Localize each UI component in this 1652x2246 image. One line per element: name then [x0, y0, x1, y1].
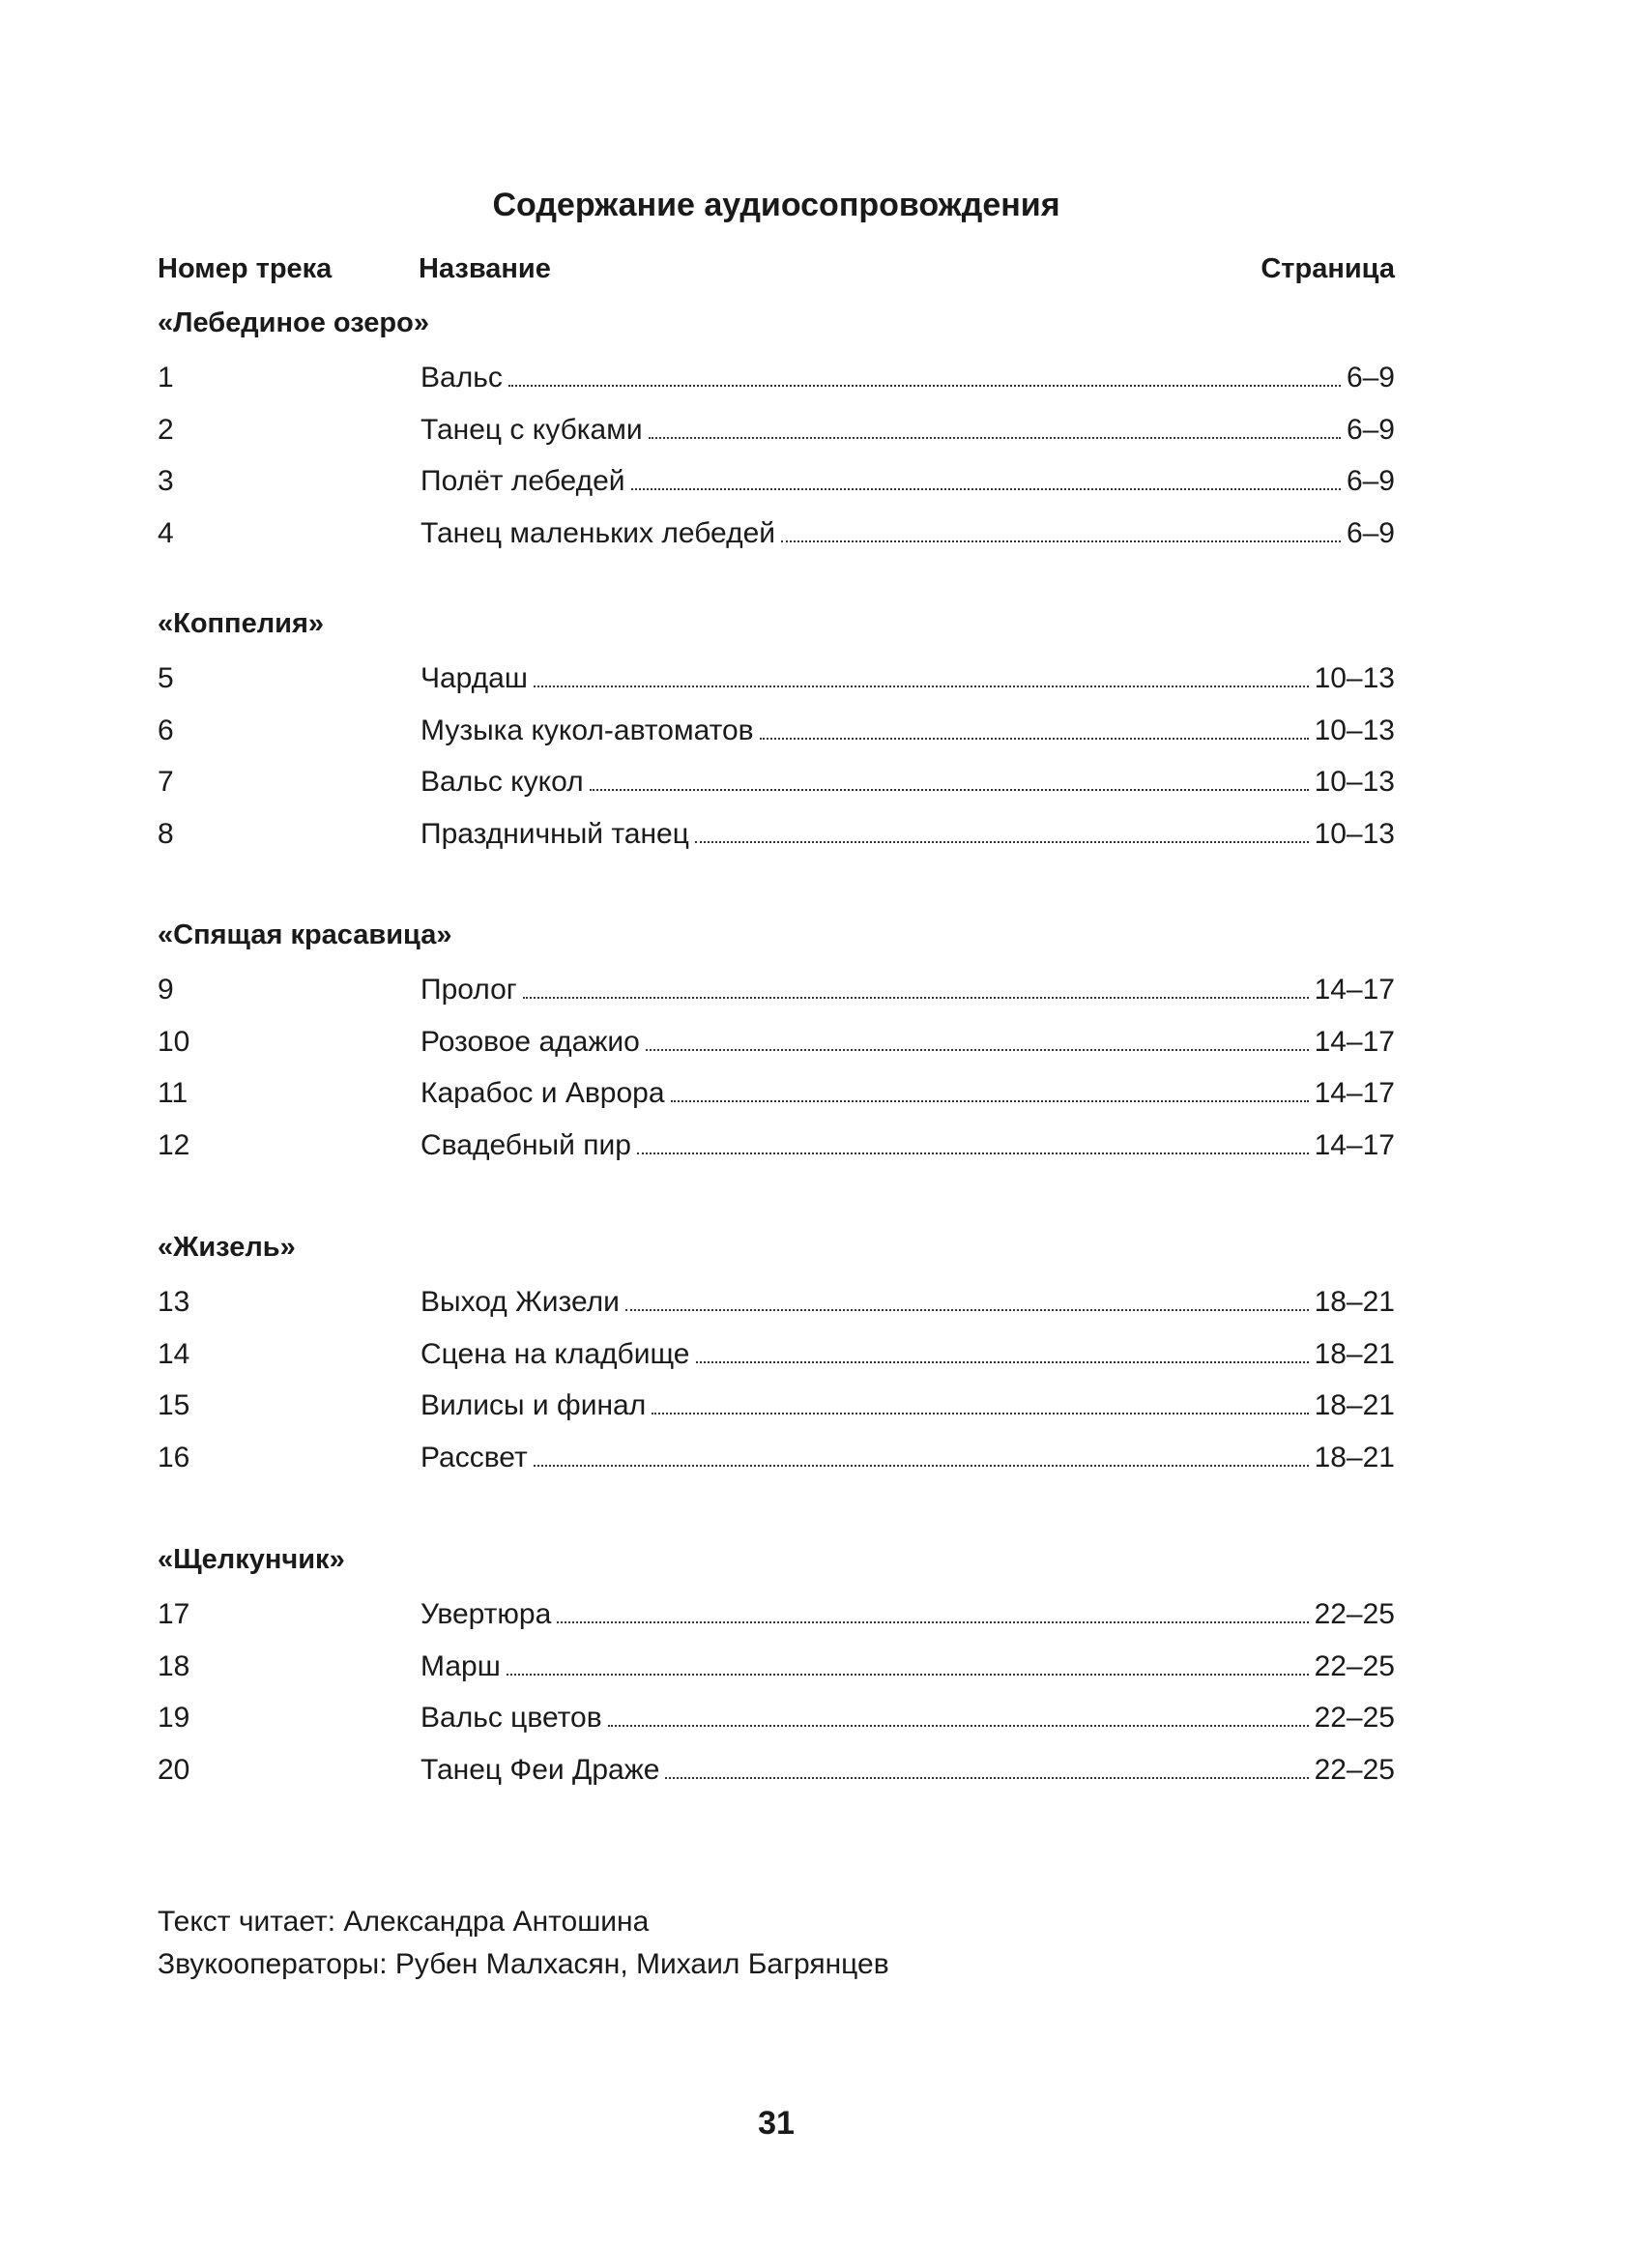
- dot-leader: [760, 738, 1309, 740]
- track-page-range: 10–13: [1314, 766, 1395, 798]
- dot-leader: [557, 1621, 1308, 1623]
- section-title: «Лебединое озеро»: [158, 307, 429, 338]
- track-leader: [420, 964, 1395, 1016]
- track-name: Пролог: [420, 974, 517, 1006]
- track-name: Выход Жизели: [420, 1286, 620, 1318]
- track-name: Рассвет: [420, 1441, 528, 1473]
- track-name: Вилисы и финал: [420, 1389, 647, 1421]
- track-number: 10: [158, 1025, 190, 1058]
- track-page-range: 14–17: [1314, 974, 1395, 1006]
- track-name: Танец маленьких лебедей: [420, 516, 776, 549]
- track-leader: [420, 1067, 1395, 1120]
- track-number: 17: [158, 1598, 190, 1630]
- track-name: Розовое адажио: [420, 1025, 640, 1058]
- track-number: 1: [158, 362, 174, 394]
- track-number: 4: [158, 516, 174, 549]
- track-page-range: 6–9: [1346, 465, 1395, 497]
- track-leader: [420, 808, 1395, 860]
- track-leader: [420, 1432, 1395, 1484]
- dot-leader: [671, 1100, 1309, 1102]
- track-number: 11: [158, 1077, 188, 1109]
- header-page: Страница: [1261, 253, 1395, 284]
- track-number: 20: [158, 1753, 190, 1786]
- dot-leader: [695, 841, 1309, 843]
- track-page-range: 14–17: [1314, 1077, 1395, 1109]
- track-row: [158, 756, 1395, 808]
- track-name: Сцена на кладбище: [420, 1337, 690, 1370]
- dot-leader: [523, 997, 1309, 999]
- track-name: Праздничный танец: [420, 817, 689, 850]
- track-row: [158, 964, 1395, 1016]
- track-row: [158, 404, 1395, 456]
- track-number: 19: [158, 1702, 190, 1734]
- track-number: 5: [158, 662, 174, 694]
- track-page-range: 22–25: [1314, 1598, 1395, 1630]
- track-row: [158, 705, 1395, 757]
- track-name: Вальс цветов: [420, 1702, 602, 1734]
- track-page-range: 10–13: [1314, 817, 1395, 850]
- page-number: 31: [758, 2105, 795, 2142]
- track-leader: [420, 352, 1395, 404]
- track-page-range: 10–13: [1314, 714, 1395, 746]
- track-page-range: 18–21: [1314, 1337, 1395, 1370]
- section-title: «Щелкунчик»: [158, 1544, 345, 1575]
- page-title: Содержание аудиосопровождения: [492, 187, 1060, 223]
- dot-leader: [781, 540, 1341, 542]
- track-number: 3: [158, 465, 174, 497]
- track-page-range: 18–21: [1314, 1441, 1395, 1473]
- track-name: Вальс: [420, 362, 503, 394]
- track-row: [158, 1067, 1395, 1120]
- dot-leader: [507, 1674, 1309, 1676]
- track-leader: [420, 1328, 1395, 1381]
- track-row: [158, 1328, 1395, 1381]
- track-name: Танец Феи Драже: [420, 1753, 660, 1786]
- track-row: [158, 1589, 1395, 1641]
- track-leader: [420, 1692, 1395, 1744]
- track-leader: [420, 1276, 1395, 1328]
- credits: [158, 1901, 889, 1986]
- track-page-range: 22–25: [1314, 1753, 1395, 1786]
- track-number: 12: [158, 1128, 190, 1161]
- track-row: [158, 1276, 1395, 1328]
- track-number: 2: [158, 413, 174, 446]
- credits-reader: Текст читает: Александра Антошина: [158, 1906, 650, 1938]
- dot-leader: [652, 1413, 1308, 1415]
- track-leader: [420, 705, 1395, 757]
- track-leader: [420, 1120, 1395, 1172]
- track-page-range: 6–9: [1346, 362, 1395, 394]
- track-number: 16: [158, 1441, 190, 1473]
- track-row: [158, 455, 1395, 508]
- dot-leader: [665, 1777, 1308, 1779]
- track-leader: [420, 1589, 1395, 1641]
- track-row: [158, 653, 1395, 705]
- dot-leader: [625, 1309, 1309, 1311]
- track-name: Карабос и Аврора: [420, 1077, 665, 1109]
- track-page-range: 10–13: [1314, 662, 1395, 694]
- dot-leader: [608, 1725, 1309, 1727]
- track-name: Чардаш: [420, 662, 528, 694]
- track-page-range: 22–25: [1314, 1649, 1395, 1682]
- credits-engineers: Звукооператоры: Рубен Малхасян, Михаил Багрянцев: [158, 1948, 889, 1980]
- header-track-number: Номер трека: [158, 253, 333, 284]
- track-page-range: 14–17: [1314, 1025, 1395, 1058]
- track-number: 6: [158, 714, 174, 746]
- dot-leader: [696, 1361, 1309, 1363]
- track-number: 14: [158, 1337, 190, 1370]
- track-leader: [420, 1744, 1395, 1796]
- track-row: [158, 352, 1395, 404]
- track-row: [158, 1016, 1395, 1068]
- track-leader: [420, 756, 1395, 808]
- track-row: [158, 808, 1395, 860]
- dot-leader: [637, 1152, 1309, 1154]
- document-page: [158, 0, 1395, 2246]
- track-name: Полёт лебедей: [420, 465, 625, 497]
- track-row: [158, 1380, 1395, 1432]
- track-number: 18: [158, 1649, 190, 1682]
- table-header: [158, 248, 1395, 290]
- section: [158, 602, 1395, 860]
- dot-leader: [649, 437, 1341, 439]
- track-number: 13: [158, 1286, 190, 1318]
- track-number: 8: [158, 817, 174, 850]
- track-row: [158, 1744, 1395, 1796]
- dot-leader: [508, 385, 1341, 387]
- track-name: Свадебный пир: [420, 1128, 631, 1161]
- track-row: [158, 1692, 1395, 1744]
- dot-leader: [646, 1049, 1309, 1051]
- track-page-range: 6–9: [1346, 413, 1395, 446]
- track-leader: [420, 508, 1395, 560]
- section-title: «Коппелия»: [158, 608, 325, 639]
- track-name: Марш: [420, 1649, 501, 1682]
- track-page-range: 18–21: [1314, 1389, 1395, 1421]
- track-page-range: 6–9: [1346, 516, 1395, 549]
- section: [158, 302, 1395, 559]
- header-name: Название: [419, 253, 551, 284]
- track-page-range: 18–21: [1314, 1286, 1395, 1318]
- track-name: Вальс кукол: [420, 766, 584, 798]
- track-row: [158, 1641, 1395, 1693]
- track-leader: [420, 1016, 1395, 1068]
- dot-leader: [534, 685, 1309, 687]
- track-page-range: 14–17: [1314, 1128, 1395, 1161]
- track-number: 9: [158, 974, 174, 1006]
- track-row: [158, 1120, 1395, 1172]
- track-row: [158, 508, 1395, 560]
- section: [158, 1538, 1395, 1795]
- section: [158, 914, 1395, 1171]
- track-name: Танец с кубками: [420, 413, 643, 446]
- dot-leader: [631, 488, 1341, 490]
- track-leader: [420, 455, 1395, 508]
- section-title: «Жизель»: [158, 1232, 296, 1263]
- track-page-range: 22–25: [1314, 1702, 1395, 1734]
- track-name: Музыка кукол-автоматов: [420, 714, 754, 746]
- track-leader: [420, 653, 1395, 705]
- track-name: Увертюра: [420, 1598, 552, 1630]
- dot-leader: [590, 789, 1309, 791]
- section-title: «Спящая красавица»: [158, 919, 452, 950]
- track-leader: [420, 1641, 1395, 1693]
- section: [158, 1226, 1395, 1483]
- track-leader: [420, 1380, 1395, 1432]
- dot-leader: [534, 1465, 1309, 1467]
- track-number: 7: [158, 766, 174, 798]
- track-leader: [420, 404, 1395, 456]
- track-number: 15: [158, 1389, 190, 1421]
- track-row: [158, 1432, 1395, 1484]
